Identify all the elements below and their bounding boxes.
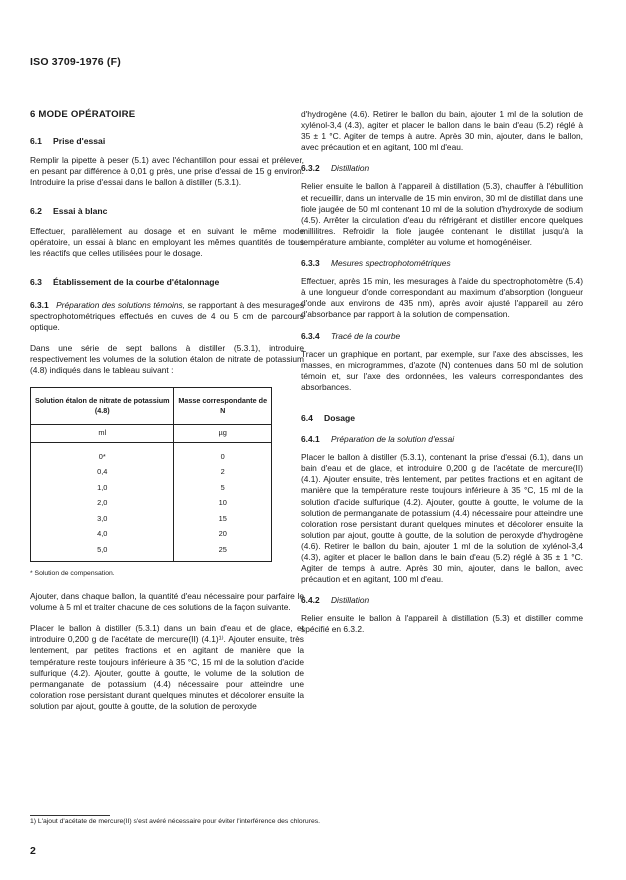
- section-6-3-3-paragraph: Effectuer, après 15 min, les mesurages à l'aide du spectrophotomètre (5.4) à une longueur d'onde correspondant au maximum d'absorption (longueur d'onde aux environs de 435 nm), après avoir ajusté l'appareil au zéro d'absorbance par rapport à la solution de compensation.: [301, 276, 583, 320]
- table-row: 5,0 25: [31, 542, 272, 562]
- section-6-4-1-paragraph: Placer le ballon à distiller (5.3.1), contenant la prise d'essai (6.1), dans un bain d'eau et de glace, et introduire 0,200 g de l'acétate de mercure(II) (4.1). Ajouter ensuite, très lentement, par petites fractions et en agitant de manière que la température reste toujours inférieure à 35 °C, 15 ml de la solution d'acide sulfurique (4.2). Ajouter, goutte à goutte, le volume de la solution de permanganate de potassium (4.4) nécessaire pour atteindre une coloration rose persistant durant quelques minutes et décolorer ensuite la solution par ajout, goutte à goutte, de la solution de peroxyde d'hydrogène (4.6). Retirer le ballon du bain, ajouter 1 ml de la solution de xylénol-3,4 (4.3), agiter et placer le ballon dans le bain d'eau (5.2) réglé à 35 ± 1 °C. Agiter de temps à autre. Après 30 min, ajouter, dans le ballon, avec précaution et en agitant, 100 ml d'eau.: [301, 452, 583, 585]
- section-6-4-2-paragraph: Relier ensuite le ballon à l'appareil à distillation (5.3) et distiller comme spécifié en 6.3.2.: [301, 613, 583, 635]
- footnote: 1) L'ajout d'acétate de mercure(II) s'est avéré nécessaire pour éviter l'interférence des chlorures.: [30, 818, 321, 825]
- page-number: 2: [30, 845, 36, 857]
- section-6-1-heading: 6.1 Prise d'essai: [30, 136, 106, 147]
- section-6-2-paragraph: Effectuer, parallèlement au dosage et en suivant le même mode opératoire, un essai à blanc en employant les mêmes quantités de tous les réactifs que celles utilisées pour le dosage.: [30, 225, 304, 258]
- after-table-paragraph-1: Ajouter, dans chaque ballon, la quantité d'eau nécessaire pour parfaire le volume à 5 ml et traiter chacune de ces solutions de la façon suivante.: [30, 591, 304, 613]
- section-6-3-3-heading: 6.3.3 Mesures spectrophotométriques: [301, 258, 451, 269]
- document-header: ISO 3709-1976 (F): [30, 56, 121, 68]
- section-6-3-2-paragraph: Relier ensuite le ballon à l'appareil à distillation (5.3), chauffer à l'ébullition et recueillir, dans un intervalle de 15 min environ, 30 ml de distillat dans une fiole jaugée de 50 ml contenant 10 ml de la solution d'hydroxyde de sodium (4.5). Arrêter la circulation d'eau du réfrigérant et distiller encore quelques millilitres. Refroidir la fiole jaugée contenant le distillat jusqu'à la température ambiante, compléter au volume et homogénéiser.: [301, 181, 583, 247]
- table-note: * Solution de compensation.: [30, 570, 115, 577]
- section-6-4-1-heading: 6.4.1 Préparation de la solution d'essai: [301, 434, 455, 445]
- footnote-rule: [30, 815, 110, 816]
- section-6-heading: 6 MODE OPÉRATOIRE: [30, 109, 136, 120]
- table-row: 0* 0: [31, 442, 272, 464]
- left-column: [30, 109, 304, 722]
- section-6-3-1-paragraph-2: Dans une série de sept ballons à distiller (5.3.1), introduire respectivement les volumes de la solution étalon de nitrate de potassium (4.8) indiqués dans le tableau suivant :: [30, 343, 304, 376]
- table-row: 4,0 20: [31, 526, 272, 542]
- table-row: 0,4 2: [31, 464, 272, 480]
- table-unit-ml: ml: [31, 424, 174, 442]
- section-6-3-2-heading: 6.3.2 Distillation: [301, 163, 370, 174]
- table-header-solution: Solution étalon de nitrate de potassium (4.8): [31, 387, 174, 424]
- section-6-4-heading: 6.4 Dosage: [301, 412, 356, 423]
- table-header-mass: Masse correspondante de N: [174, 387, 272, 424]
- right-column: [301, 109, 583, 646]
- section-6-2-heading: 6.2 Essai à blanc: [30, 206, 108, 217]
- section-6-3-1-paragraph: 6.3.1 Préparation des solutions témoins, se rapportant à des mesurages spectrophotométriques effectués en cuves de 4 ou 5 cm de parcours optique.: [30, 299, 305, 333]
- section-6-3-4-heading: 6.3.4 Tracé de la courbe: [301, 330, 401, 341]
- table-row: 1,0 5: [31, 480, 272, 496]
- table-row: 2,0 10: [31, 495, 272, 511]
- section-6-1-paragraph: Remplir la pipette à peser (5.1) avec l'échantillon pour essai et prélever, en pesant par différence à 0,01 g près, une prise d'essai de 15 g environ. Introduire la prise d'essai dans le ballon à distiller (5.3.1).: [30, 155, 304, 188]
- continued-paragraph: d'hydrogène (4.6). Retirer le ballon du bain, ajouter 1 ml de la solution de xylénol-3,4 (4.3), agiter et placer le ballon dans le bain d'eau (5.2) réglé à 35 ± 1 °C. Agiter de temps à autre. Après 30 min, ajouter, dans le ballon, avec précaution et en agitant, 100 ml d'eau.: [301, 109, 583, 153]
- standard-solutions-table: [30, 387, 272, 563]
- section-6-3-4-paragraph: Tracer un graphique en portant, par exemple, sur l'axe des abscisses, les masses, en microgrammes, d'azote (N) contenues dans 50 ml de solution témoin et, sur l'axe des ordonnées, les valeurs correspondantes des absorbances.: [301, 348, 583, 392]
- table-row: 3,0 15: [31, 511, 272, 527]
- section-6-3-heading: 6.3 Établissement de la courbe d'étalonnage: [30, 276, 220, 287]
- table-unit-ug: µg: [174, 424, 272, 442]
- table-units-row: [31, 424, 272, 442]
- after-table-paragraph-2: Placer le ballon à distiller (5.3.1) dans un bain d'eau et de glace, et introduire 0,200 g de l'acétate de mercure(II) (4.1)¹⁾. Ajouter ensuite, très lentement, par petites fractions et en agitant de manière que la température reste toujours inférieure à 35 °C, 15 ml de la solution d'acide sulfurique (4.2). Ajouter, goutte à goutte, le volume de la solution de permanganate de potassium (4.4) nécessaire pour atteindre une coloration rose persistant durant quelques minutes et décolorer ensuite la solution par ajout, goutte à goutte, de la solution de peroxyde: [30, 623, 304, 711]
- section-6-4-2-heading: 6.4.2 Distillation: [301, 595, 370, 606]
